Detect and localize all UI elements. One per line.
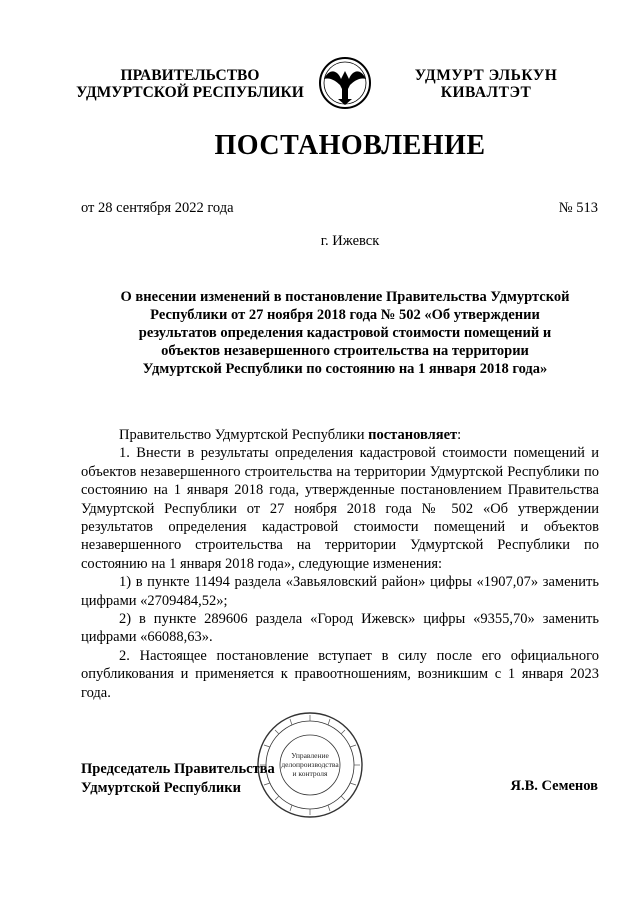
signatory-position-line-1: Председатель Правительства	[81, 761, 275, 777]
issuer-line-1: ПРАВИТЕЛЬСТВО	[120, 67, 260, 84]
intro-colon: :	[457, 427, 462, 443]
signatory-name: Я.В. Семенов	[510, 778, 598, 794]
paragraph-2: 2. Настоящее постановление вступает в силу после его официального опубликования и применяется к правоотношениям, возникшим с 1 января 2023 года.	[81, 647, 599, 701]
coat-of-arms-icon	[314, 55, 376, 111]
signatory-position-line-2: Удмуртской Республики	[81, 779, 241, 796]
intro-keyword: постановляет	[368, 427, 458, 443]
paragraph-1: 1. Внести в результаты определения кадастровой стоимости помещений и объектов незавершенного строительства на территории Удмуртской Республики по состоянию на 1 января 2018 года, утвержденные постановлением Правительства Удмуртской Республики от 27 ноября 2018 года № 502 «Об утверждении результатов определения кадастровой стоимости помещений и объектов незавершенного строительства на территории Удмуртской Республики по состоянию на 1 января 2018 года», следующие изменения:	[81, 445, 599, 572]
signatory-position	[81, 760, 275, 797]
stamp-line-1: Управление	[291, 751, 329, 760]
paragraph-1-item-2: 2) в пункте 289606 раздела «Город Ижевск» цифры «9355,70» заменить цифрами «66088,63».	[81, 611, 599, 646]
intro-text: Правительство Удмуртской Республики	[119, 427, 369, 443]
issuer-name-russian	[74, 67, 306, 101]
document-body	[81, 426, 599, 702]
document-city: г. Ижевск	[320, 233, 380, 249]
stamp-line-2: делопроизводства	[281, 760, 339, 769]
paragraph-1-item-1: 1) в пункте 11494 раздела «Завьяловский район» цифры «1907,07» заменить цифрами «2709484,52»;	[81, 574, 599, 609]
document-date: от 28 сентября 2022 года	[81, 200, 234, 216]
document-subject: О внесении изменений в постановление Правительства Удмуртской Республики от 27 ноября 2018 года № 502 «Об утверждении результатов определения кадастровой стоимости помещений и объектов незавершенного строительства на территории Удмуртской Республики по состоянию на 1 января 2018 года»	[120, 289, 570, 377]
issuer-udmurt-line-1: УДМУРТ ЭЛЬКУН	[414, 67, 558, 84]
document-title: ПОСТАНОВЛЕНИЕ	[214, 130, 486, 161]
stamp-line-3: и контроля	[292, 769, 328, 778]
document-number: № 513	[558, 200, 598, 216]
intro-paragraph	[81, 426, 599, 444]
issuer-name-udmurt	[400, 67, 572, 101]
issuer-udmurt-line-2: КИВАЛТЭТ	[440, 84, 532, 101]
issuer-line-2: УДМУРТСКОЙ РЕСПУБЛИКИ	[76, 84, 304, 101]
